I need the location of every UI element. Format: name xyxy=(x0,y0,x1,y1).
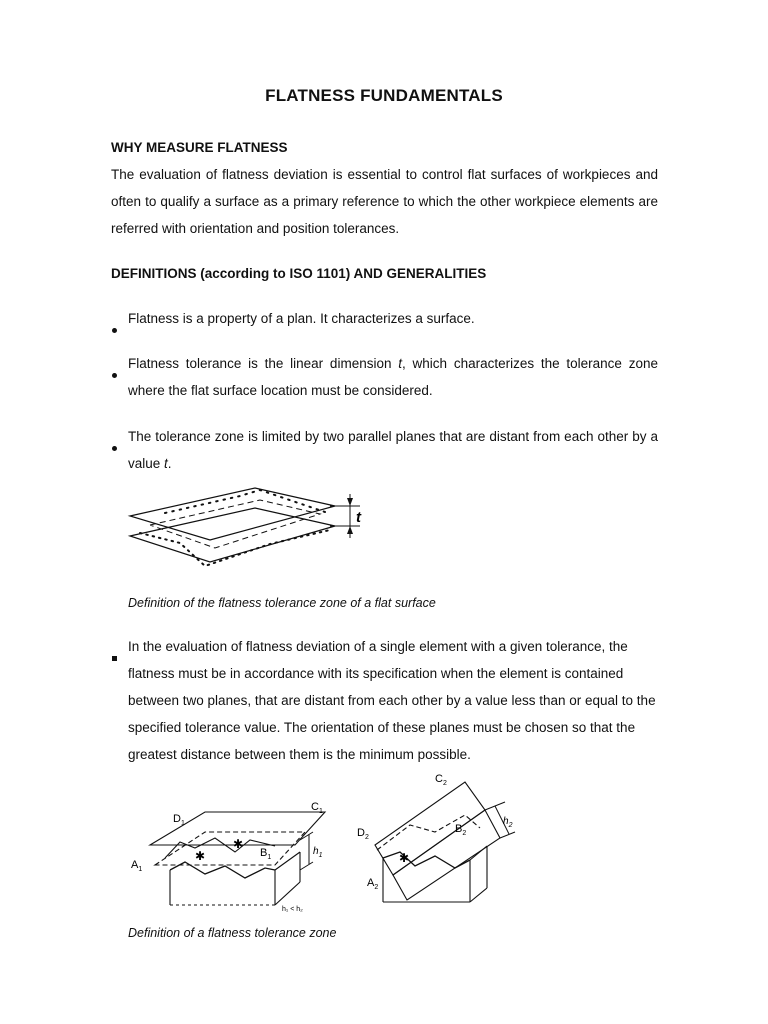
bullet-text-part: Flatness tolerance is the linear dimension xyxy=(128,356,399,371)
bullet-text xyxy=(128,350,658,404)
label-d1: $D_1$ xyxy=(173,813,185,827)
arrow-icon xyxy=(347,498,353,506)
variable-t: t xyxy=(164,456,168,471)
label-b2: $B_2$ xyxy=(455,823,467,837)
bullet-text xyxy=(128,423,658,477)
marker-x-icon: ✱ xyxy=(233,837,244,851)
variable-t: t xyxy=(398,356,403,371)
bullet-text: In the evaluation of flatness deviation of a single element with a given tolerance, the flatness must be in accordance with its specification when the element is contained between two planes, that are distant from each other by a value less than or equal to the specified tolerance value. The orientation of these planes must be chosen so that the greatest distance between them is the minimum possible. xyxy=(128,639,656,762)
marker-x-icon: ✱ xyxy=(399,851,410,865)
label-c2: $C_2$ xyxy=(435,773,447,787)
right-diagram xyxy=(375,782,515,902)
list-item xyxy=(111,350,658,404)
label-a2: $A_2$ xyxy=(367,877,379,891)
label-relation: h₁ < h₂ xyxy=(282,906,303,913)
tolerance-zone-figure xyxy=(120,478,380,578)
why-paragraph: The evaluation of flatness deviation is essential to control flat surfaces of workpieces and often to qualify a surface as a primary reference to which the other workpiece elements are referred with orientation and position tolerances. xyxy=(111,167,658,236)
bullet-text-part: . xyxy=(167,456,172,471)
upper-plane xyxy=(130,488,335,540)
section-heading-why: WHY MEASURE FLATNESS xyxy=(111,140,288,155)
section-heading-definitions: DEFINITIONS (according to ISO 1101) AND GENERALITIES xyxy=(111,266,487,281)
label-a1: $A_1$ xyxy=(131,859,143,873)
bullet-dot-icon xyxy=(111,305,127,332)
bullet-text-part: The tolerance zone is limited by two parallel planes that are distant from each other by a value xyxy=(128,429,658,471)
label-d2: $D_2$ xyxy=(357,827,369,841)
arrow-icon xyxy=(347,526,353,534)
bullet-dot-icon xyxy=(111,350,127,377)
left-diagram xyxy=(150,812,325,905)
list-item xyxy=(111,423,658,477)
flatness-zone-figure xyxy=(125,770,525,920)
label-h2: $h_2$ xyxy=(503,816,513,829)
bullet-square-icon xyxy=(111,633,127,660)
list-item xyxy=(111,305,658,332)
label-h1: $h_1$ xyxy=(313,846,323,859)
bullet-text-part: , which characterizes the tolerance zone where the flat surface location must be considered. xyxy=(128,356,658,398)
list-item xyxy=(111,633,658,768)
figure-label-t: t xyxy=(356,509,361,526)
figure-caption: Definition of the flatness tolerance zone of a flat surface xyxy=(128,596,436,610)
bullet-text: Flatness is a property of a plan. It characterizes a surface. xyxy=(128,311,475,326)
bullet-dot-icon xyxy=(111,423,127,450)
label-c1: $C_1$ xyxy=(311,801,323,815)
surface-outline xyxy=(150,500,320,548)
label-b1: $B_1$ xyxy=(260,847,272,861)
marker-x-icon: ✱ xyxy=(195,849,206,863)
lower-plane xyxy=(130,508,335,562)
page-title: FLATNESS FUNDAMENTALS xyxy=(265,86,503,105)
figure-caption: Definition of a flatness tolerance zone xyxy=(128,926,337,940)
